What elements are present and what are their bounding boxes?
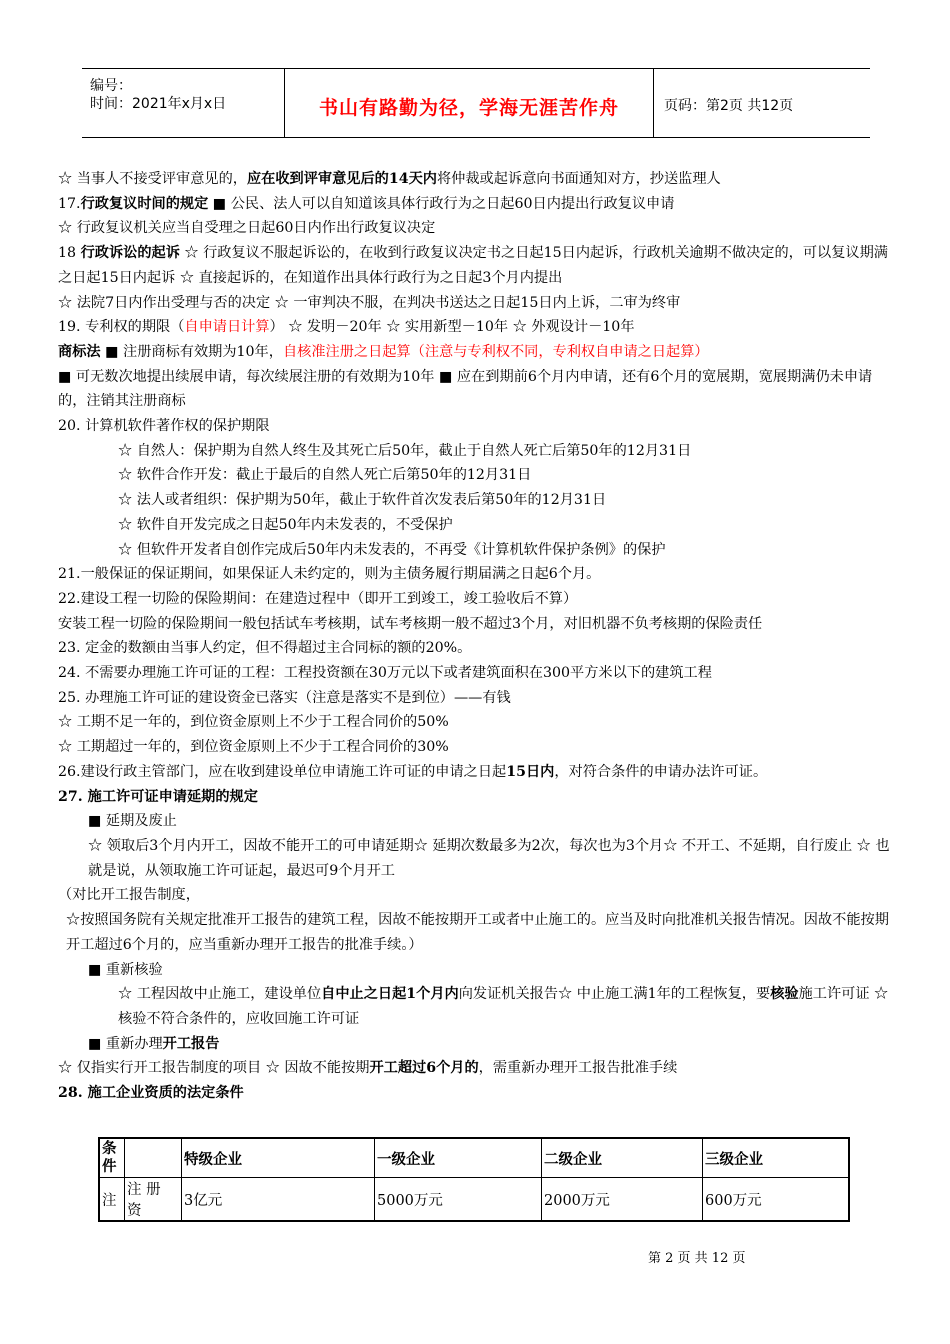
document-body bbox=[58, 167, 896, 1106]
paragraph: 20. 计算机软件著作权的保护期限 bbox=[58, 418, 270, 435]
text: ，对符合条件的申请办法许可证。 bbox=[554, 763, 768, 780]
table-cell: 2000万元 bbox=[542, 1178, 703, 1222]
page-header bbox=[82, 68, 870, 138]
paragraph: ☆ 领取后3个月内开工，因故不能开工的可申请延期☆ 延期次数最多为2次，每次也为3个月☆ 不开工、不延期，自行废止 ☆ 也就是说，从领取施工许可证起，最迟可9个月开工 bbox=[88, 837, 890, 879]
qualification-table bbox=[98, 1137, 850, 1222]
table-cell: 600万元 bbox=[703, 1178, 850, 1222]
paragraph bbox=[58, 1081, 896, 1106]
table-row bbox=[99, 1178, 849, 1222]
red-text: 自核准注册之日起算（注意与专利权不同，专利权自申请之日起算） bbox=[282, 343, 709, 360]
paragraph: ☆ 软件自开发完成之日起50年内未发表的，不受保护 bbox=[118, 516, 453, 533]
bold-text: 开工超过6个月的 bbox=[369, 1060, 479, 1077]
text: ☆ 仅指实行开工报告制度的项目 ☆ 因故不能按期 bbox=[58, 1060, 370, 1077]
text: 将仲裁或起诉意向书面通知对方，抄送监理人 bbox=[436, 171, 721, 187]
text: 17. bbox=[58, 195, 81, 212]
table-cell: 5000万元 bbox=[375, 1178, 542, 1222]
time-label: 时间：2021年x月x日 bbox=[90, 96, 227, 112]
header-right-cell bbox=[654, 69, 870, 137]
header-page-info: 页码：第2页 共12页 bbox=[664, 98, 794, 114]
text: ■ 注册商标有效期为10年， bbox=[100, 343, 283, 360]
section-heading: 施工许可证申请延期的规定 bbox=[87, 788, 258, 805]
red-text: 自申请日计算 bbox=[184, 319, 270, 336]
bold-text: 自中止之日起1个月内 bbox=[321, 986, 459, 1003]
table-header-cell: 三级企业 bbox=[703, 1138, 850, 1178]
paragraph: ☆按照国务院有关规定批准开工报告的建筑工程，因故不能按期开工或者中止施工的。应当及时向批准机关报告情况。因故不能按期开工超过6个月的，应当重新办理开工报告的批准手续。） bbox=[66, 912, 889, 953]
paragraph: ■ 可无数次地提出续展申请，每次续展注册的有效期为10年 ■ 应在到期前6个月内申请，还有6个月的宽展期，宽展期满仍未申请的，注销其注册商标 bbox=[58, 368, 873, 410]
paragraph bbox=[58, 982, 896, 1031]
paragraph bbox=[58, 315, 896, 340]
bold-text: 15日内 bbox=[506, 763, 555, 780]
text: 向发证机关报告☆ 中止施工满1年的工程恢复，要 bbox=[458, 986, 771, 1003]
paragraph: ☆ 行政复议机关应当自受理之日起60日内作出行政复议决定 bbox=[58, 220, 436, 237]
section-heading: 行政诉讼的起诉 bbox=[80, 245, 180, 262]
section-heading: 施工企业资质的法定条件 bbox=[87, 1085, 244, 1102]
paragraph bbox=[58, 785, 896, 810]
paragraph: ☆ 自然人：保护期为自然人终生及其死亡后50年，截止于自然人死亡后第50年的12月31日 bbox=[118, 442, 692, 459]
paragraph bbox=[58, 340, 896, 365]
text: ，需重新办理开工报告批准手续 bbox=[478, 1060, 678, 1077]
table-cell: 注 册 资 bbox=[125, 1178, 182, 1222]
header-left-cell bbox=[82, 69, 285, 137]
text: ☆ 工程因故中止施工，建设单位 bbox=[118, 986, 322, 1003]
text: 施工许可证 ☆ 核验不符合条件的，应收回施工许可证 bbox=[118, 986, 889, 1027]
table-header-row bbox=[99, 1138, 849, 1178]
page-footer: 第 2 页 共 12 页 bbox=[648, 1251, 746, 1266]
table-header-cell: 一级企业 bbox=[375, 1138, 542, 1178]
bold-text: 核验 bbox=[770, 986, 799, 1003]
text: 28. bbox=[58, 1085, 88, 1102]
paragraph bbox=[58, 167, 896, 192]
paragraph: ■ 延期及废止 bbox=[88, 813, 177, 830]
paragraph: ■ 重新核验 bbox=[88, 961, 163, 978]
table-header-cell: 二级企业 bbox=[542, 1138, 703, 1178]
bold-text: 开工报告 bbox=[162, 1035, 220, 1052]
paragraph: ☆ 工期超过一年的，到位资金原则上不少于工程合同价的30% bbox=[58, 739, 449, 756]
paragraph bbox=[58, 241, 896, 290]
number-label: 编号： bbox=[90, 78, 132, 94]
header-motto: 书山有路勤为径，学海无涯苦作舟 bbox=[318, 97, 619, 119]
paragraph: 21.一般保证的保证期间，如果保证人未约定的，则为主债务履行期届满之日起6个月。 bbox=[58, 566, 601, 583]
paragraph: 22.建设工程一切险的保险期间：在建造过程中（即开工到竣工，竣工验收后不算） bbox=[58, 590, 578, 607]
text: 19. 专利权的期限（ bbox=[58, 319, 185, 336]
table-header-cell: 条件 bbox=[99, 1138, 125, 1178]
paragraph bbox=[58, 1032, 896, 1057]
text: ☆ 行政复议不服起诉讼的，在收到行政复议决定书之日起15日内起诉，行政机关逾期不做决定的，可以复议期满之日起15日内起诉 ☆ 直接起诉的，在知道作出具体行政行为之日起3个月内提出 bbox=[58, 245, 888, 286]
table-cell: 3亿元 bbox=[182, 1178, 375, 1222]
text: 18 bbox=[58, 245, 81, 262]
header-center-cell bbox=[285, 69, 654, 137]
paragraph bbox=[58, 192, 896, 217]
paragraph bbox=[58, 760, 896, 785]
paragraph: 24. 不需要办理施工许可证的工程：工程投资额在30万元以下或者建筑面积在300平方米以下的建筑工程 bbox=[58, 665, 712, 682]
table-header-cell: 特级企业 bbox=[182, 1138, 375, 1178]
paragraph: （对比开工报告制度， bbox=[58, 887, 200, 904]
text: 27. bbox=[58, 788, 88, 805]
section-heading: 商标法 bbox=[58, 343, 101, 360]
paragraph bbox=[58, 1056, 896, 1081]
text: ☆ 当事人不接受评审意见的， bbox=[58, 171, 247, 187]
paragraph: ☆ 法院7日内作出受理与否的决定 ☆ 一审判决不服，在判决书送达之日起15日内上诉，二审为终审 bbox=[58, 294, 681, 311]
table-header-cell bbox=[125, 1138, 182, 1178]
text: 26.建设行政主管部门，应在收到建设单位申请施工许可证的申请之日起 bbox=[58, 763, 507, 780]
bold-text: 应在收到评审意见后的14天内 bbox=[246, 171, 437, 187]
paragraph: 25. 办理施工许可证的建设资金已落实（注意是落实不是到位）——有钱 bbox=[58, 689, 511, 706]
paragraph: ☆ 工期不足一年的，到位资金原则上不少于工程合同价的50% bbox=[58, 714, 449, 731]
text: ） ☆ 发明－20年 ☆ 实用新型－10年 ☆ 外观设计－10年 bbox=[269, 319, 635, 336]
paragraph: 安装工程一切险的保险期间一般包括试车考核期，试车考核期一般不超过3个月，对旧机器不负考核期的保险责任 bbox=[58, 615, 763, 632]
table-cell: 注 bbox=[99, 1178, 125, 1222]
paragraph: 23. 定金的数额由当事人约定，但不得超过主合同标的额的20%。 bbox=[58, 640, 472, 657]
text: ■ 公民、法人可以自知道该具体行政行为之日起60日内提出行政复议申请 bbox=[208, 195, 675, 212]
section-heading: 行政复议时间的规定 bbox=[80, 195, 209, 212]
paragraph: ☆ 法人或者组织：保护期为50年，截止于软件首次发表后第50年的12月31日 bbox=[118, 492, 607, 509]
paragraph: ☆ 软件合作开发：截止于最后的自然人死亡后第50年的12月31日 bbox=[118, 467, 532, 484]
paragraph: ☆ 但软件开发者自创作完成后50年内未发表的，不再受《计算机软件保护条例》的保护 bbox=[118, 541, 666, 558]
text: ■ 重新办理 bbox=[88, 1035, 163, 1052]
